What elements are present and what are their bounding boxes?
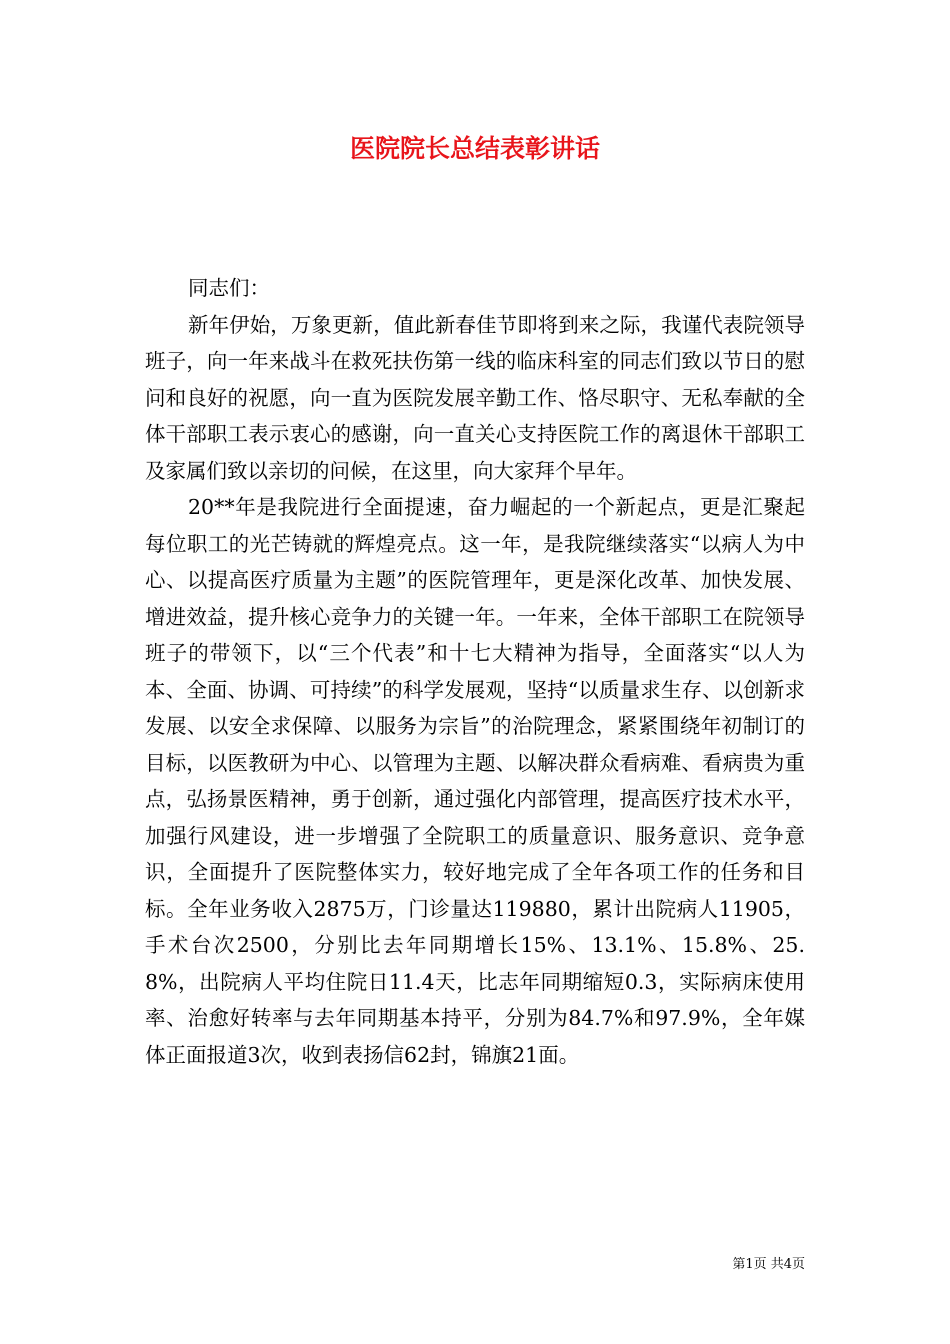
page-number: 第1页 共4页	[732, 1257, 805, 1272]
salutation: 同志们：	[188, 276, 270, 300]
document-body	[145, 270, 805, 1073]
document-title: 医院院长总结表彰讲话	[349, 134, 600, 163]
paragraph-2: 20**年是我院进行全面提速，奋力崛起的一个新起点，更是汇聚起每位职工的光芒铸就的辉煌亮点。这一年，是我院继续落实“以病人为中心、以提高医疗质量为主题”的医院管理年，更是深化改革、加快发展、增进效益，提升核心竞争力的关键一年。一年来，全体干部职工在院领导班子的带领下，以“三个代表”和十七大精神为指导，全面落实“以人为本、全面、协调、可持续”的科学发展观，坚持“以质量求生存、以创新求发展、以安全求保障、以服务为宗旨”的治院理念，紧紧围绕年初制订的目标，以医教研为中心、以管理为主题、以解决群众看病难、看病贵为重点，弘扬景医精神，勇于创新，通过强化内部管理，提高医疗技术水平，加强行风建设，进一步增强了全院职工的质量意识、服务意识、竞争意识，全面提升了医院整体实力，较好地完成了全年各项工作的任务和目标。全年业务收入2875万，门诊量达119880，累计出院病人11905，手术台次2500，分别比去年同期增长15%、13.1%、15.8%、25.8%，出院病人平均住院日11.4天，比志年同期缩短0.3，实际病床使用率、治愈好转率与去年同期基本持平，分别为84.7%和97.9%，全年媒体正面报道3次，收到表扬信62封，锦旗21面。	[145, 495, 805, 1067]
paragraph-1: 新年伊始，万象更新，值此新春佳节即将到来之际，我谨代表院领导班子，向一年来战斗在救死扶伤第一线的临床科室的同志们致以节日的慰问和良好的祝愿，向一直为医院发展辛勤工作、恪尽职守、无私奉献的全体干部职工表示衷心的感谢，向一直关心支持医院工作的离退休干部职工及家属们致以亲切的问候，在这里，向大家拜个早年。	[145, 312, 805, 483]
